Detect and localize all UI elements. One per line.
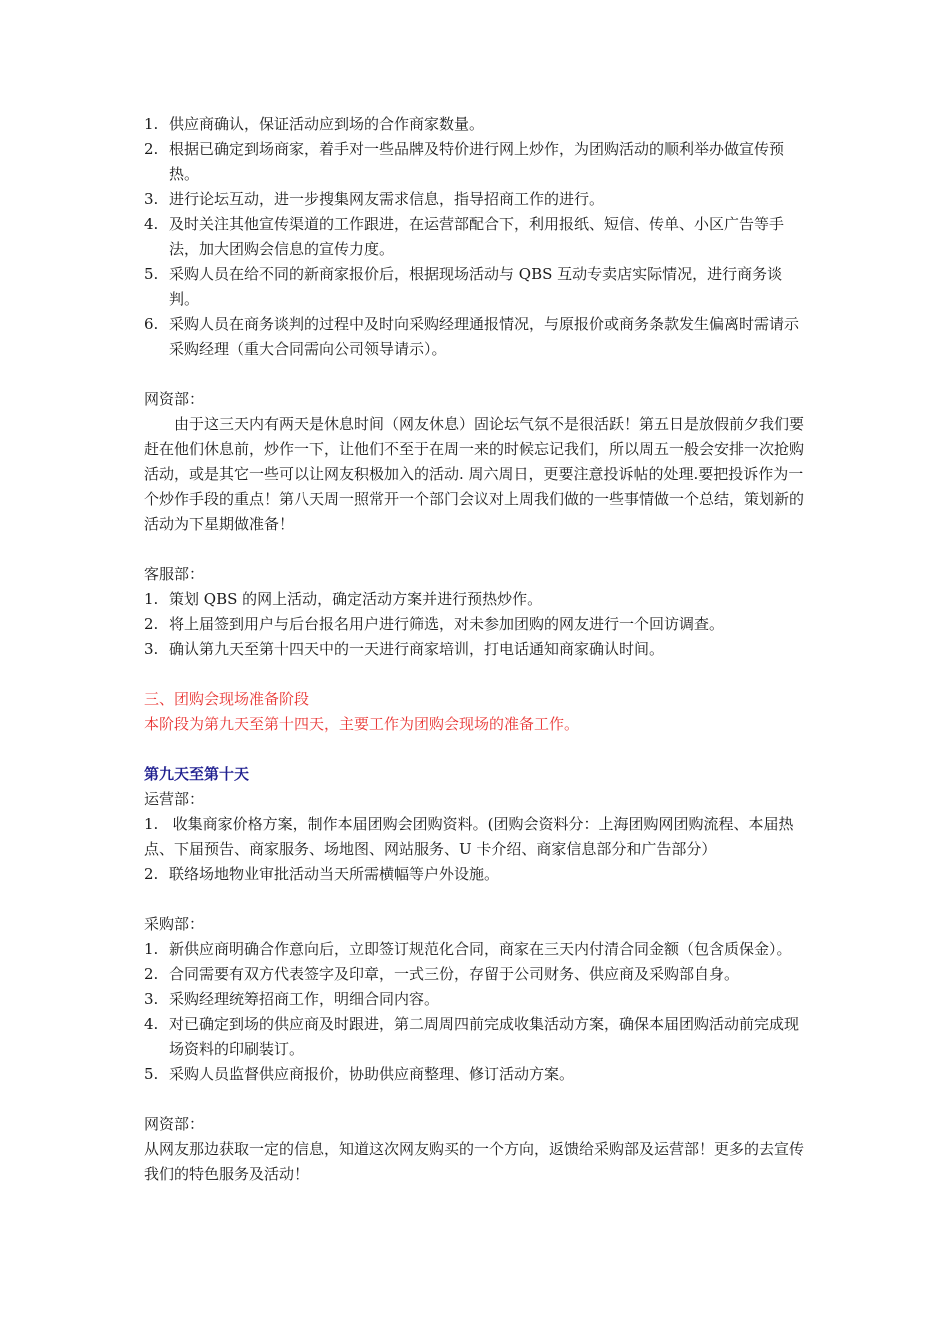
wangzi-heading-2: 网资部： [144,1115,205,1133]
list-number: 4. [144,1015,159,1033]
list-item [144,137,810,187]
list-number: 2. [144,865,159,883]
list-item [144,1062,810,1087]
list-item [144,812,810,862]
spacer [144,1087,810,1112]
caigou-heading: 采购部： [144,915,205,933]
list-number: 4. [144,215,159,233]
list-item [144,312,810,362]
list-item [144,1012,810,1062]
list-number: 1. [144,590,159,608]
spacer [144,362,810,387]
wangzi-heading: 网资部： [144,390,205,408]
list-number: 3. [144,190,159,208]
list-item [144,937,810,962]
day9-10-title: 第九天至第十天 [144,765,250,783]
list-item [144,587,810,612]
list-text: 供应商确认，保证活动应到场的合作商家数量。 [169,115,485,133]
list-item [144,862,810,887]
list-number: 3. [144,640,159,658]
list-item [144,612,810,637]
list-text: 进行论坛互动，进一步搜集网友需求信息，指导招商工作的进行。 [169,190,605,208]
section-a-list [144,112,810,362]
list-item [144,187,810,212]
list-item [144,987,810,1012]
kefu-heading: 客服部： [144,565,205,583]
list-text: 合同需要有双方代表签字及印章，一式三份，存留于公司财务、供应商及采购部自身。 [169,965,740,983]
kefu-list [144,587,810,662]
list-text: 采购人员在给不同的新商家报价后，根据现场活动与 QBS 互动专卖店实际情况，进行商务谈判。 [169,265,783,308]
wangzi-paragraph: 由于这三天内有两天是休息时间（网友休息）固论坛气氛不是很活跃！第五日是放假前夕我们要赶在他们休息前，炒作一下，让他们不至于在周一来的时候忘记我们，所以周五一般会安排一次抢购活动，或是其它一些可以让网友积极加入的活动. 周六周日，更要注意投诉帖的处理.要把投诉作为一个炒作手段的重点！第八天周一照常开一个部门会议对上周我们做的一些事情做一个总结，策划新的活动为下星期做准备！ [144,415,805,533]
yunying-list [144,812,810,887]
list-number: 5. [144,265,159,283]
list-text: 收集商家价格方案，制作本届团购会团购资料。(团购会资料分：上海团购网团购流程、本届热点、下届预告、商家服务、场地图、网站服务、U 卡介绍、商家信息部分和广告部分） [144,815,794,858]
document-page [144,112,810,1187]
list-text: 确认第九天至第十四天中的一天进行商家培训，打电话通知商家确认时间。 [169,640,665,658]
list-text: 新供应商明确合作意向后，立即签订规范化合同，商家在三天内付清合同金额（包含质保金）。 [169,940,792,958]
list-number: 5. [144,1065,159,1083]
list-text: 采购人员在商务谈判的过程中及时向采购经理通报情况，与原报价或商务条款发生偏离时需请示采购经理（重大合同需向公司领导请示）。 [169,315,800,358]
list-text: 对已确定到场的供应商及时跟进，第二周周四前完成收集活动方案，确保本届团购活动前完成现场资料的印刷装订。 [169,1015,800,1058]
list-text: 及时关注其他宣传渠道的工作跟进，在运营部配合下，利用报纸、短信、传单、小区广告等手法，加大团购会信息的宣传力度。 [169,215,785,258]
list-item [144,112,810,137]
list-text: 将上届签到用户与后台报名用户进行筛选，对未参加团购的网友进行一个回访调查。 [169,615,725,633]
list-text: 联络场地物业审批活动当天所需横幅等户外设施。 [169,865,500,883]
list-text: 采购经理统筹招商工作，明细合同内容。 [169,990,440,1008]
stage3-title: 三、团购会现场准备阶段 [144,690,310,708]
wangzi-paragraph-2: 从网友那边获取一定的信息，知道这次网友购买的一个方向，返馈给采购部及运营部！更多的去宣传我们的特色服务及活动！ [144,1140,805,1183]
spacer [144,537,810,562]
list-number: 2. [144,140,159,158]
spacer [144,887,810,912]
list-number: 3. [144,990,159,1008]
yunying-heading: 运营部： [144,790,205,808]
list-text: 策划 QBS 的网上活动，确定活动方案并进行预热炒作。 [169,590,543,608]
list-text: 采购人员监督供应商报价，协助供应商整理、修订活动方案。 [169,1065,575,1083]
list-number: 1. [144,815,159,833]
stage3-description: 本阶段为第九天至第十四天，主要工作为团购会现场的准备工作。 [144,715,580,733]
list-number: 2. [144,965,159,983]
caigou-list [144,937,810,1087]
list-text: 根据已确定到场商家，着手对一些品牌及特价进行网上炒作，为团购活动的顺利举办做宣传预热。 [169,140,785,183]
spacer [144,662,810,687]
list-item [144,212,810,262]
list-number: 2. [144,615,159,633]
list-number: 1. [144,115,159,133]
list-item [144,637,810,662]
spacer [144,737,810,762]
list-number: 6. [144,315,159,333]
list-item [144,962,810,987]
list-item [144,262,810,312]
list-number: 1. [144,940,159,958]
